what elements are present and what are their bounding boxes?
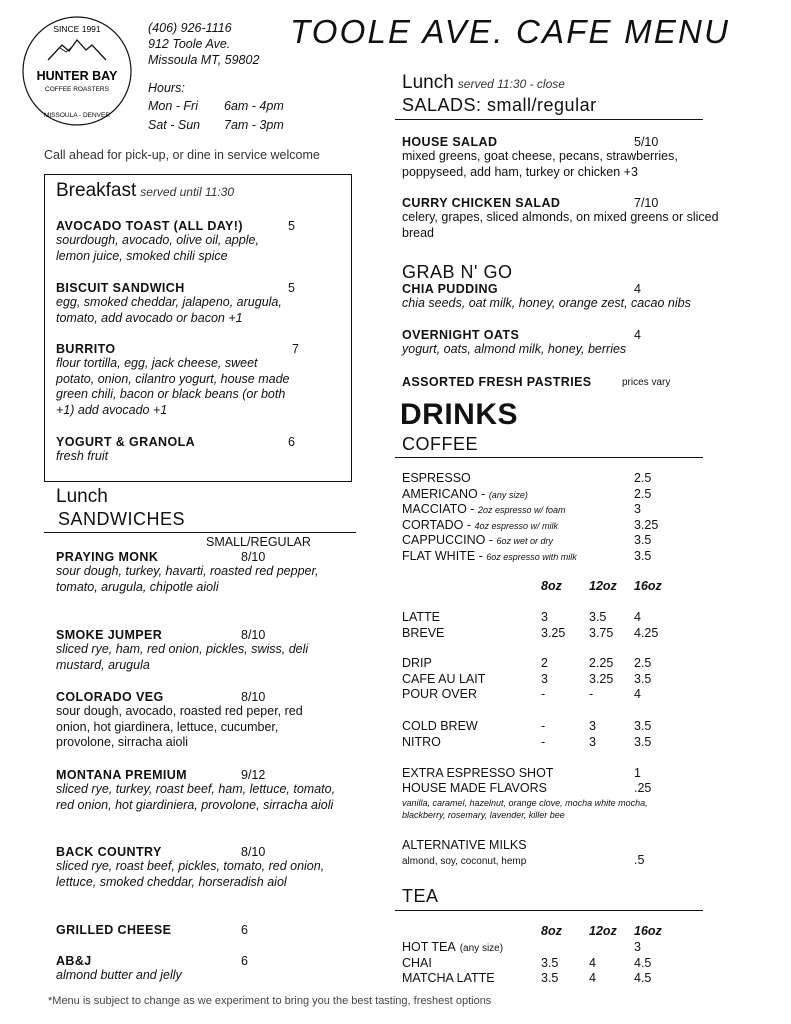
menu-item [402, 135, 722, 180]
drink-price: 3.25 [589, 671, 614, 686]
extra-price: 1 [634, 766, 641, 780]
drink-price: 3 [589, 734, 596, 749]
drink-name: POUR OVER [402, 687, 478, 702]
drink-price: 3.5 [589, 610, 607, 624]
drink-note: 6oz espresso with milk [486, 552, 577, 562]
tea-price: 3 [634, 940, 641, 954]
menu-item [402, 375, 592, 389]
sandwiches-rule [44, 532, 356, 533]
drink-price: 3.25 [541, 625, 566, 640]
breakfast-heading [56, 180, 234, 202]
drinks-heading: DRINKS [400, 398, 519, 431]
drink-row [402, 471, 471, 485]
hours-days: Mon - Fri [148, 99, 198, 113]
item-name: CHIA PUDDING [402, 282, 499, 296]
drink-price: 2.5 [634, 486, 652, 501]
drink-name: ESPRESSO [402, 471, 471, 485]
menu-item [56, 550, 326, 595]
item-desc: celery, grapes, sliced almonds, on mixed greens or sliced bread [402, 210, 719, 240]
item-desc: sour dough, turkey, havarti, roasted red pepper, tomato, arugula, chipotle aioli [56, 564, 319, 594]
breakfast-note: served until 11:30 [140, 185, 235, 199]
drink-name: MACCIATO - [402, 502, 478, 517]
drink-note: (any size) [488, 489, 528, 500]
drink-price: 4 [634, 687, 641, 702]
item-desc: fresh fruit [56, 449, 109, 463]
extra-name: HOUSE MADE FLAVORS [402, 781, 547, 795]
drink-price: - [589, 687, 594, 702]
drink-price: 2.25 [589, 656, 614, 670]
item-price: 8/10 [241, 628, 266, 642]
tea-row [402, 971, 499, 985]
tea-heading: TEA [402, 886, 439, 906]
size-header: 12oz [589, 579, 617, 593]
item-name: GRILLED CHEESE [56, 923, 172, 937]
hours-days: Sat - Sun [148, 118, 201, 132]
logo-locations: MISSOULA - DENVER [43, 112, 111, 119]
item-desc: mixed greens, goat cheese, pecans, strawberries, poppyseed, add ham, turkey or chicken +3 [402, 149, 678, 179]
extra-name: EXTRA ESPRESSO SHOT [402, 766, 554, 780]
menu-item [56, 768, 346, 813]
item-price: 8/10 [241, 690, 266, 704]
tea-name: CHAI [402, 955, 432, 970]
menu-item [56, 845, 326, 890]
tea-price: 3.5 [541, 955, 559, 970]
item-name: BACK COUNTRY [56, 845, 162, 859]
drink-price: 3.75 [589, 625, 614, 640]
menu-item [56, 281, 326, 326]
item-price: 7 [292, 342, 299, 356]
contact-info [148, 20, 259, 68]
coffee-rule [395, 457, 703, 458]
item-price: prices vary [622, 377, 671, 388]
item-name: CURRY CHICKEN SALAD [402, 196, 561, 210]
alt-milks-name: ALTERNATIVE MILKS [402, 838, 527, 852]
drink-price: 3.25 [634, 517, 659, 532]
drink-price: 3.5 [634, 734, 652, 749]
item-name: COLORADO VEG [56, 690, 164, 704]
item-name: MONTANA PREMIUM [56, 768, 187, 782]
coffee-heading: COFFEE [402, 434, 479, 454]
salads-heading: SALADS: small/regular [402, 95, 597, 115]
item-desc: flour tortilla, egg, jack cheese, sweet potato, onion, cilantro yogurt, house made green chili, bacon or black beans (or both +1) add avocado +1 [56, 356, 290, 417]
item-price: 9/12 [241, 768, 266, 782]
item-desc: yogurt, oats, almond milk, honey, berries [402, 342, 627, 356]
drink-price: 3 [541, 671, 548, 686]
drink-price: 2.5 [634, 471, 652, 485]
tea-name: MATCHA LATTE [402, 971, 495, 985]
drink-row [402, 487, 528, 501]
tea-size-header: 16oz [634, 924, 662, 938]
drink-note: 4oz espresso w/ milk [474, 520, 558, 531]
drink-name: DRIP [402, 656, 432, 670]
drink-row [402, 502, 565, 516]
item-price: 5 [288, 219, 295, 233]
item-price: 7/10 [634, 196, 659, 210]
sandwiches-heading: SANDWICHES [58, 509, 186, 529]
drink-price: 4 [634, 610, 641, 624]
hours-row [148, 116, 284, 135]
logo-since: SINCE 1991 [53, 24, 101, 34]
tea-note: (any size) [459, 943, 504, 954]
size-header: 16oz [634, 579, 662, 593]
page-title: TOOLE AVE. CAFE MENU [290, 13, 731, 50]
alt-milks-list: almond, soy, coconut, hemp [402, 856, 527, 867]
drink-price: 3.5 [634, 671, 652, 686]
item-name: ASSORTED FRESH PASTRIES [402, 375, 592, 389]
item-price: 5/10 [634, 135, 659, 149]
menu-item [56, 923, 326, 937]
drink-row [402, 518, 558, 532]
item-name: AB&J [56, 954, 92, 968]
footer-note: *Menu is subject to change as we experiment to bring you the best tasting, freshest options [48, 995, 492, 1007]
drink-price: 2 [541, 656, 548, 670]
item-price: 5 [288, 281, 295, 295]
tea-row [402, 956, 436, 970]
drink-name: AMERICANO - [402, 486, 489, 501]
drink-name: NITRO [402, 734, 441, 749]
tea-rule [395, 910, 703, 911]
breakfast-title: Breakfast [56, 180, 137, 201]
hours-title: Hours: [148, 81, 185, 95]
menu-item [56, 954, 326, 984]
drink-note: 2oz espresso w/ foam [477, 505, 566, 516]
tea-size-header: 8oz [541, 924, 562, 938]
menu-item [56, 690, 326, 751]
menu-item [56, 435, 296, 465]
item-desc: sliced rye, ham, red onion, pickles, swiss, deli mustard, arugula [56, 642, 309, 672]
menu-item [56, 342, 296, 418]
item-desc: sourdough, avocado, olive oil, apple, lemon juice, smoked chili spice [56, 233, 259, 263]
item-desc: sliced rye, roast beef, pickles, tomato, red onion, lettuce, smoked cheddar, horseradish aiol [56, 859, 325, 889]
hunter-bay-logo [20, 14, 134, 128]
drink-price: 4.25 [634, 625, 659, 640]
drink-price: 3 [589, 719, 596, 733]
item-name: PRAYING MONK [56, 550, 159, 564]
salads-rule [395, 119, 703, 120]
drink-name: LATTE [402, 610, 440, 624]
item-desc: sour dough, avocado, roasted red peper, red onion, hot giardinera, lettuce, cucumber, provolone, sirracha aioli [56, 704, 303, 749]
menu-item [402, 196, 722, 241]
drink-name: COLD BREW [402, 719, 478, 733]
street-address: 912 Toole Ave. [148, 37, 231, 51]
tea-price: 4 [589, 971, 596, 985]
drink-price: 3.5 [634, 549, 652, 563]
menu-item [56, 628, 326, 673]
drink-name: FLAT WHITE - [402, 549, 487, 563]
tea-size-header: 12oz [589, 924, 617, 938]
salads-lunch-heading [402, 72, 565, 94]
drink-price: - [541, 719, 546, 733]
tea-price: 4 [589, 955, 596, 970]
size-label: SMALL/REGULAR [206, 535, 311, 549]
tea-price: 4.5 [634, 971, 652, 985]
drink-row [402, 533, 553, 547]
logo-name: HUNTER BAY [36, 69, 118, 83]
tea-price: 4.5 [634, 955, 652, 970]
item-price: 6 [241, 923, 248, 937]
salads-lunch-note: served 11:30 - close [457, 77, 565, 91]
menu-item [402, 282, 742, 312]
item-name: BURRITO [56, 342, 116, 356]
drink-note: 6oz wet or dry [496, 536, 553, 547]
item-name: BISCUIT SANDWICH [56, 281, 185, 295]
drink-price: 2.5 [634, 656, 652, 670]
item-name: HOUSE SALAD [402, 135, 498, 149]
logo-sub: COFFEE ROASTERS [45, 86, 109, 93]
item-desc: sliced rye, turkey, roast beef, ham, lettuce, tomato, red onion, hot giardiniera, provolone, sirracha aioli [56, 782, 336, 812]
drink-name: CAFE AU LAIT [402, 671, 486, 686]
grab-heading: GRAB N' GO [402, 262, 513, 282]
drink-name: CORTADO - [402, 517, 475, 532]
item-name: SMOKE JUMPER [56, 628, 163, 642]
city-address: Missoula MT, 59802 [148, 53, 260, 67]
tea-row [402, 940, 503, 954]
item-name: OVERNIGHT OATS [402, 328, 520, 342]
pickup-note: Call ahead for pick-up, or dine in service welcome [44, 148, 320, 162]
extra-price: .25 [634, 781, 652, 795]
drink-price: - [541, 687, 546, 702]
drink-name: CAPPUCCINO - [402, 533, 497, 548]
tea-price: 3.5 [541, 971, 559, 985]
item-name: AVOCADO TOAST (ALL DAY!) [56, 219, 243, 233]
item-price: 6 [241, 954, 248, 968]
hours-time: 6am - 4pm [224, 99, 284, 113]
drink-price: 3.5 [634, 533, 652, 548]
drink-price: 3 [541, 610, 548, 624]
hours-list [148, 97, 284, 135]
menu-item [56, 219, 296, 264]
hours-row [148, 97, 284, 116]
alt-milks-price: .5 [634, 853, 645, 867]
tea-name: HOT TEA [402, 940, 456, 954]
item-name: YOGURT & GRANOLA [56, 435, 196, 449]
phone-number[interactable]: (406) 926-1116 [148, 21, 232, 35]
item-desc: egg, smoked cheddar, jalapeno, arugula, tomato, add avocado or bacon +1 [56, 295, 282, 325]
drink-row [402, 549, 577, 563]
item-price: 8/10 [241, 550, 266, 564]
drink-price: 3.5 [634, 719, 652, 733]
flavor-list: vanilla, caramel, hazelnut, orange clove, mocha white mocha, blackberry, rosemary, lavender, killer bee [402, 798, 648, 820]
size-header: 8oz [541, 579, 562, 593]
item-price: 4 [634, 328, 641, 342]
menu-item [402, 328, 722, 358]
drink-price: 3 [634, 502, 641, 517]
sandwiches-lunch-heading: Lunch [56, 486, 108, 507]
drink-price: - [541, 734, 546, 749]
item-price: 6 [288, 435, 295, 449]
item-desc: almond butter and jelly [56, 968, 182, 982]
hours-time: 7am - 3pm [224, 118, 284, 132]
item-desc: chia seeds, oat milk, honey, orange zest, cacao nibs [402, 296, 691, 310]
breakfast-box [44, 174, 352, 482]
salads-lunch-title: Lunch [402, 72, 454, 93]
drink-name: BREVE [402, 625, 445, 640]
item-price: 8/10 [241, 845, 266, 859]
item-price: 4 [634, 282, 641, 296]
